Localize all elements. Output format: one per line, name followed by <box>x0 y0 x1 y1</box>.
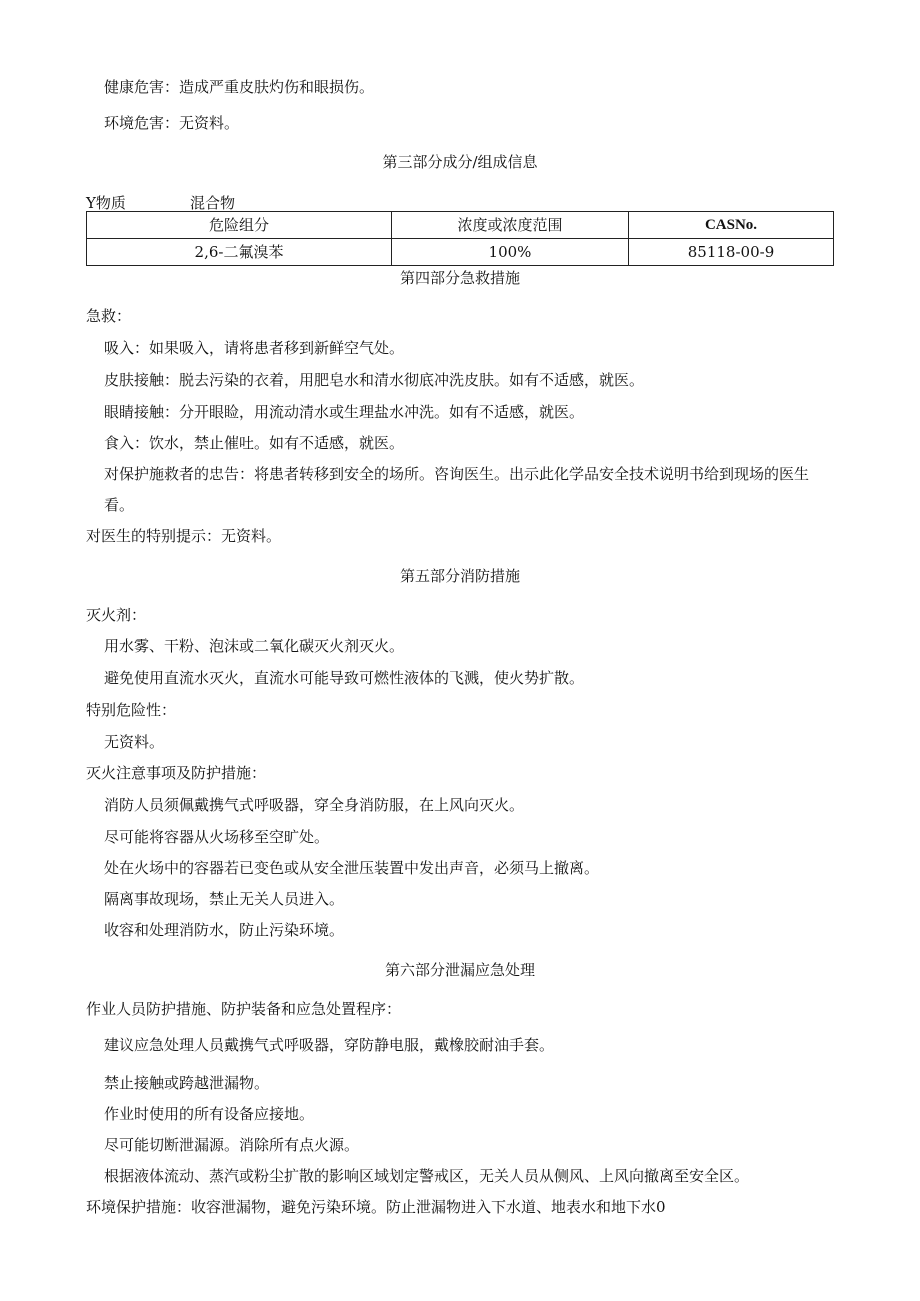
cell-component: 2,6-二氟溴苯 <box>87 239 392 266</box>
extinguishing-item: 避免使用直流水灭火，直流水可能导致可燃性液体的飞溅，使火势扩散。 <box>104 669 585 687</box>
leak-response-item: 建议应急处理人员戴携气式呼吸器，穿防静电服，戴橡胶耐油手套。 <box>104 1036 555 1054</box>
precaution-item: 消防人员须佩戴携气式呼吸器，穿全身消防服，在上风向灭火。 <box>104 796 525 814</box>
first-aid-item-continued: 看。 <box>104 496 135 514</box>
cell-concentration: 100% <box>392 239 629 266</box>
section-6-title: 第六部分泄漏应急处理 <box>384 961 535 979</box>
header-concentration: 浓度或浓度范围 <box>392 212 629 239</box>
table-row <box>87 239 834 266</box>
precaution-item: 尽可能将容器从火场移至空旷处。 <box>104 828 330 846</box>
extinguishing-agent-heading: 灭火剂： <box>86 606 147 624</box>
doctor-note: 对医生的特别提示：无资料。 <box>86 527 282 545</box>
section-4-title: 第四部分急救措施 <box>399 269 520 287</box>
section-5-title: 第五部分消防措施 <box>399 567 520 585</box>
composition-table <box>86 211 834 266</box>
section-3-title: 第三部分成分/组成信息 <box>382 153 538 171</box>
health-hazard-text: 健康危害：造成严重皮肤灼伤和眼损伤。 <box>104 78 375 96</box>
leak-response-item: 尽可能切断泄漏源。消除所有点火源。 <box>104 1136 360 1154</box>
table-header-row <box>87 212 834 239</box>
substance-label: Y物质 <box>86 194 126 212</box>
precaution-item: 隔离事故现场，禁止无关人员进入。 <box>104 890 345 908</box>
environment-hazard-text: 环境危害：无资料。 <box>104 114 240 132</box>
first-aid-item: 吸入：如果吸入，请将患者移到新鲜空气处。 <box>104 339 405 357</box>
first-aid-item: 对保护施救者的忠告：将患者转移到安全的场所。咨询医生。出示此化学品安全技术说明书给到现场的医生 <box>104 465 810 483</box>
cell-cas: 85118-00-9 <box>629 239 834 266</box>
leak-response-item: 根据液体流动、蒸汽或粉尘扩散的影响区域划定警戒区，无关人员从侧风、上风向撤离至安全区。 <box>104 1167 750 1185</box>
precaution-item: 处在火场中的容器若已变色或从安全泄压装置中发出声音，必须马上撤离。 <box>104 859 600 877</box>
header-cas: CASNo. <box>629 212 834 239</box>
firefighting-precaution-heading: 灭火注意事项及防护措施： <box>86 764 267 782</box>
first-aid-item: 皮肤接触：脱去污染的衣着，用肥皂水和清水彻底冲洗皮肤。如有不适感，就医。 <box>104 371 645 389</box>
special-hazard-item: 无资料。 <box>104 733 165 751</box>
substance-row <box>86 193 236 213</box>
first-aid-item: 食入：饮水，禁止催吐。如有不适感，就医。 <box>104 434 405 452</box>
leak-response-heading: 作业人员防护措施、防护装备和应急处置程序： <box>86 1000 402 1018</box>
precaution-item: 收容和处理消防水，防止污染环境。 <box>104 921 345 939</box>
environmental-protection-measure: 环境保护措施：收容泄漏物，避免污染环境。防止泄漏物进入下水道、地表水和地下水0 <box>86 1198 666 1216</box>
first-aid-heading: 急救： <box>86 307 132 325</box>
extinguishing-item: 用水雾、干粉、泡沫或二氧化碳灭火剂灭火。 <box>104 637 405 655</box>
substance-value: 混合物 <box>190 194 236 212</box>
leak-response-item: 禁止接触或跨越泄漏物。 <box>104 1074 270 1092</box>
header-component: 危险组分 <box>87 212 392 239</box>
special-hazard-heading: 特别危险性： <box>86 701 177 719</box>
first-aid-item: 眼睛接触：分开眼睑，用流动清水或生理盐水冲洗。如有不适感，就医。 <box>104 403 585 421</box>
leak-response-item: 作业时使用的所有设备应接地。 <box>104 1105 315 1123</box>
